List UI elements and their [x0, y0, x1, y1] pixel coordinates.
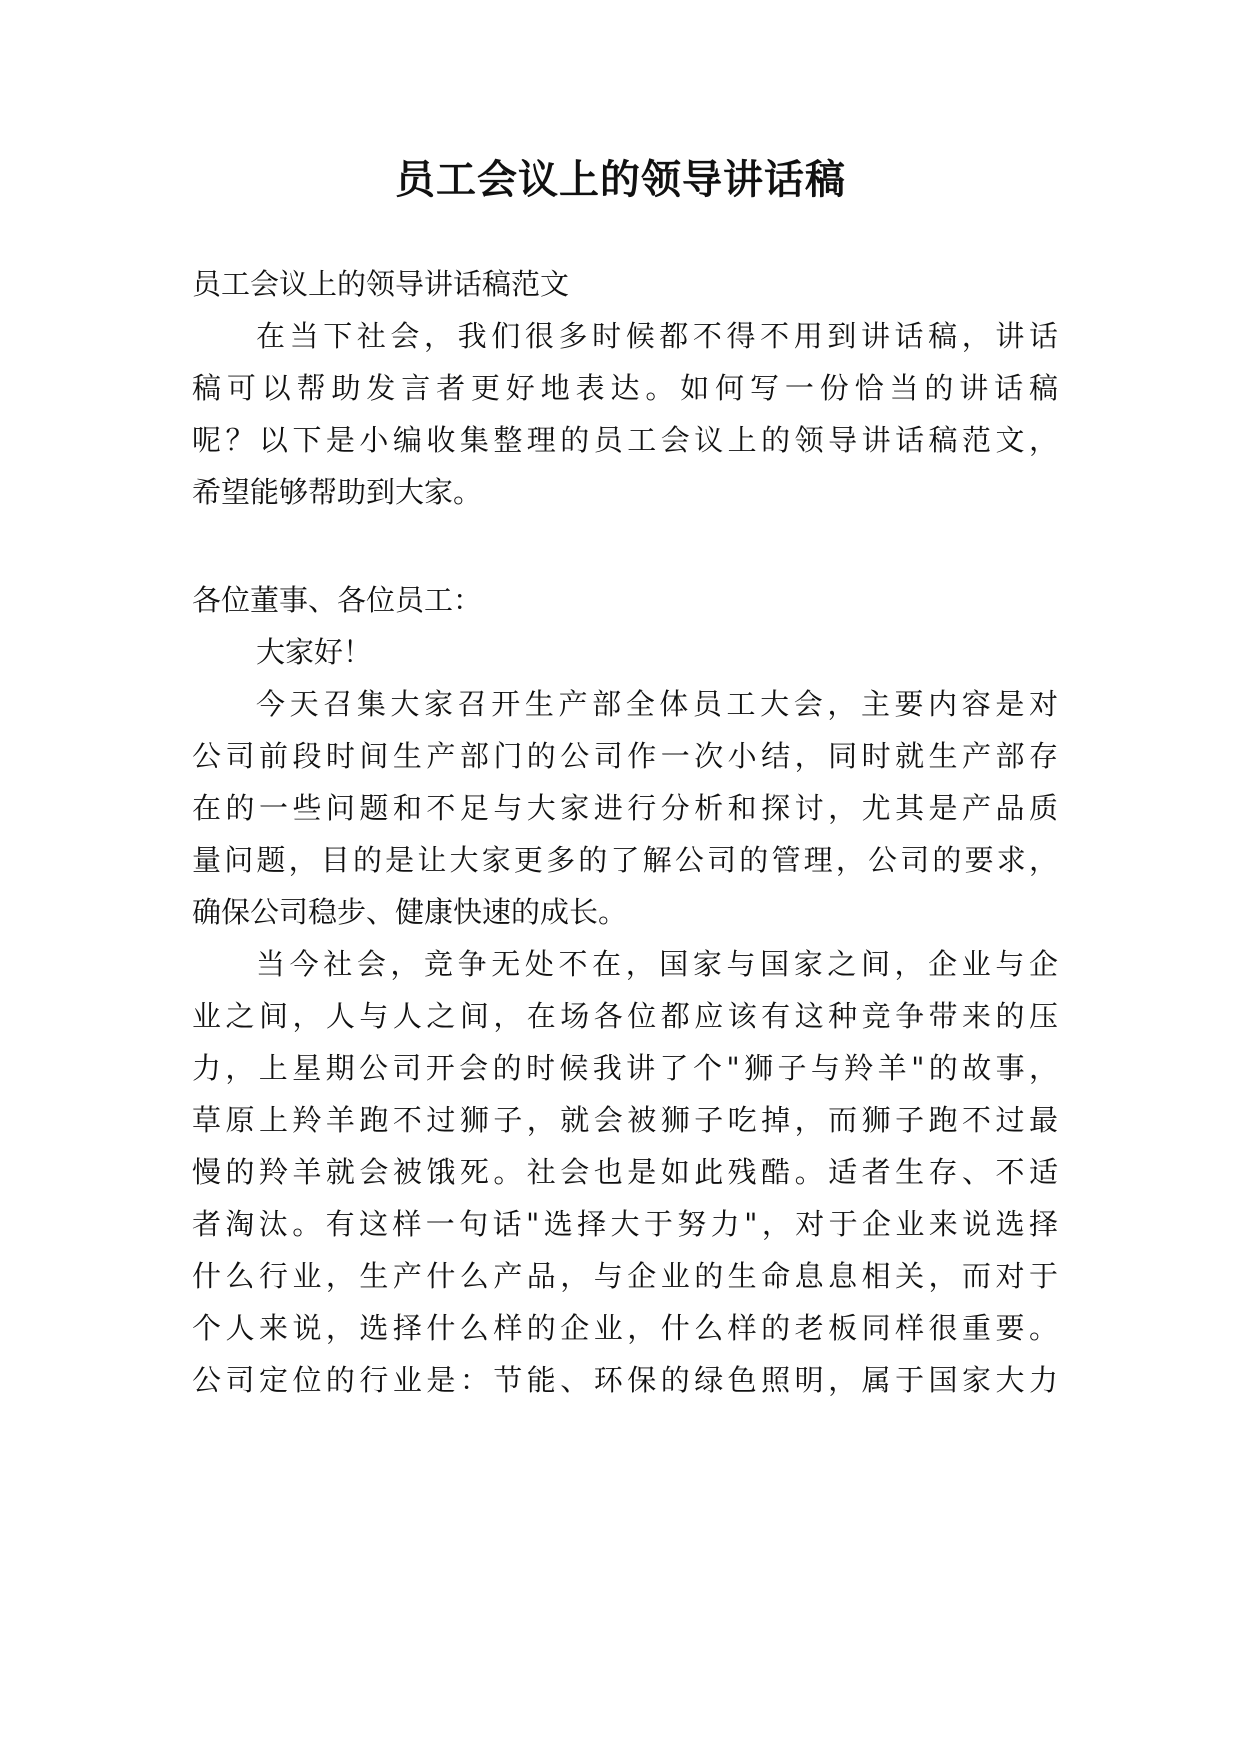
intro-line: 在当下社会，我们很多时候都不得不用到讲话稿，讲话: [256, 319, 1058, 353]
paragraph-line: 确保公司稳步、健康快速的成长。: [192, 895, 628, 929]
paragraph-line: 在的一些问题和不足与大家进行分析和探讨，尤其是产品质: [192, 791, 1058, 825]
greeting: 大家好！: [256, 635, 373, 669]
intro-line: 稿可以帮助发言者更好地表达。如何写一份恰当的讲话稿: [192, 371, 1058, 405]
paragraph-line: 力，上星期公司开会的时候我讲了个"狮子与羚羊"的故事，: [192, 1051, 1058, 1085]
paragraph-line: 公司前段时间生产部门的公司作一次小结，同时就生产部存: [192, 739, 1058, 773]
paragraph-line: 草原上羚羊跑不过狮子，就会被狮子吃掉，而狮子跑不过最: [192, 1103, 1058, 1137]
paragraph-line: 个人来说，选择什么样的企业，什么样的老板同样很重要。: [192, 1311, 1058, 1345]
paragraph-line: 量问题，目的是让大家更多的了解公司的管理，公司的要求，: [192, 843, 1058, 877]
intro-line: 希望能够帮助到大家。: [192, 475, 483, 509]
salutation: 各位董事、各位员工：: [192, 583, 483, 617]
paragraph-line: 者淘汰。有这样一句话"选择大于努力"，对于企业来说选择: [192, 1207, 1058, 1241]
document-title: 员工会议上的领导讲话稿: [395, 157, 846, 203]
paragraph-line: 慢的羚羊就会被饿死。社会也是如此残酷。适者生存、不适: [192, 1155, 1058, 1189]
intro-line: 呢？以下是小编收集整理的员工会议上的领导讲话稿范文，: [192, 423, 1058, 457]
paragraph-line: 公司定位的行业是：节能、环保的绿色照明，属于国家大力: [192, 1363, 1058, 1397]
paragraph-line: 什么行业，生产什么产品，与企业的生命息息相关，而对于: [192, 1259, 1058, 1293]
paragraph-line: 当今社会，竞争无处不在，国家与国家之间，企业与企: [256, 947, 1058, 981]
paragraph-line: 业之间，人与人之间，在场各位都应该有这种竞争带来的压: [192, 999, 1058, 1033]
document-subtitle: 员工会议上的领导讲话稿范文: [192, 267, 570, 301]
paragraph-line: 今天召集大家召开生产部全体员工大会，主要内容是对: [256, 687, 1058, 721]
